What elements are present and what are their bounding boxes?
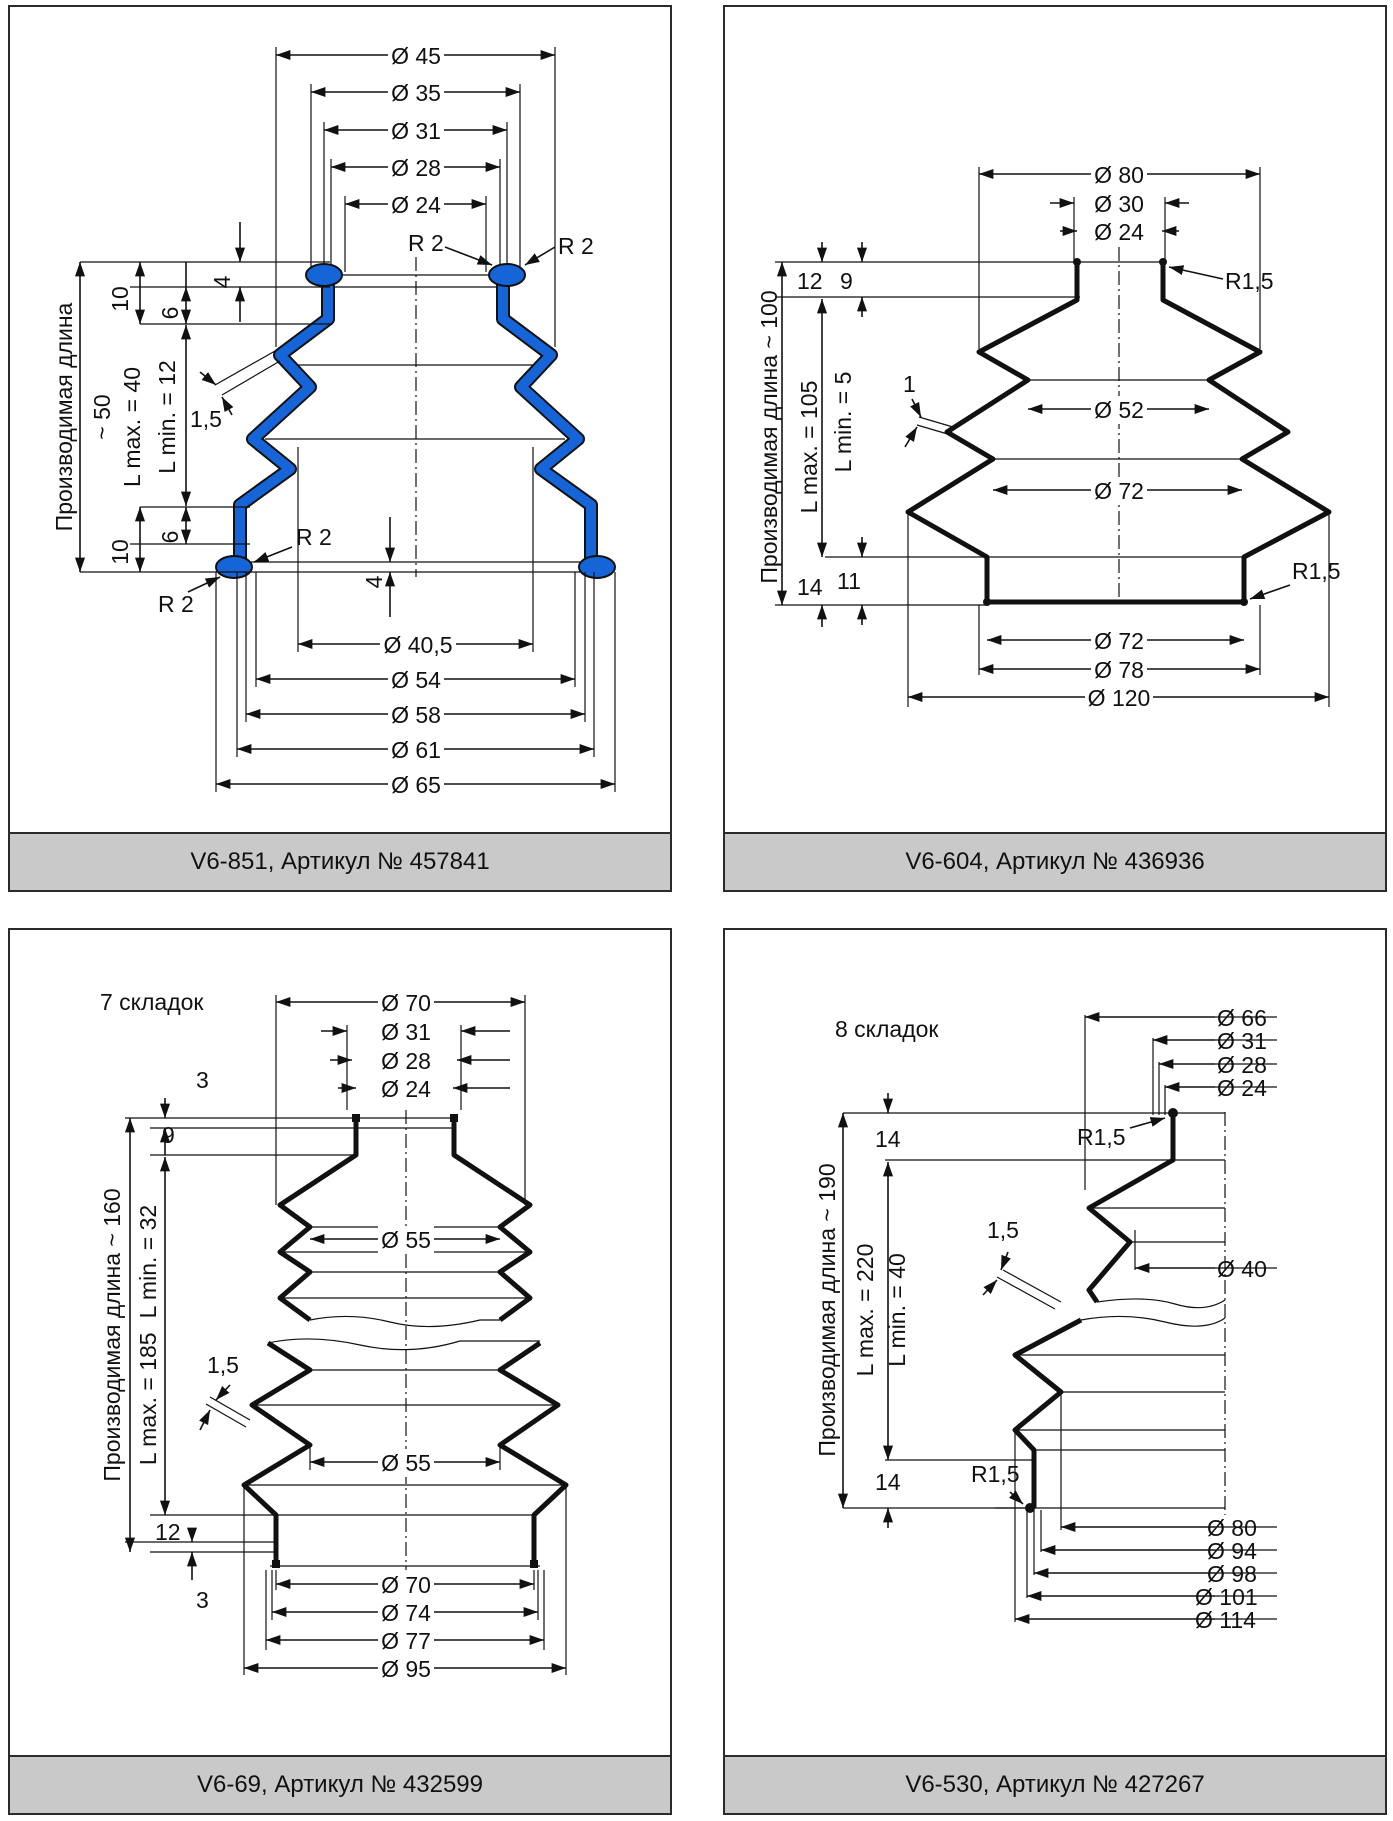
- label-h3-bottom: 3: [196, 1587, 209, 1613]
- label-d77: Ø 77: [381, 1628, 431, 1654]
- label-r15-top: R1,5: [1077, 1124, 1126, 1150]
- label-d31: Ø 31: [381, 1019, 431, 1045]
- label-thickness-1-5: 1,5: [207, 1352, 239, 1378]
- label-r15-bottom: R1,5: [1292, 558, 1341, 584]
- label-d80: Ø 80: [1094, 162, 1144, 188]
- label-lmin: L min. = 12: [154, 360, 180, 474]
- label-d98: Ø 98: [1207, 1561, 1257, 1587]
- panel-v6-604: [723, 5, 1387, 892]
- drawing-v6-604: [725, 7, 1389, 837]
- label-d78: Ø 78: [1094, 657, 1144, 683]
- label-h14-bottom: 14: [875, 1469, 901, 1495]
- drawing-v6-69: [10, 930, 674, 1760]
- caption-v6-69: V6-69, Артикул № 432599: [10, 1755, 670, 1813]
- label-r2-c: R 2: [296, 524, 332, 550]
- label-d31: Ø 31: [1217, 1028, 1267, 1054]
- inner-dimensions: [310, 1226, 500, 1477]
- label-d80: Ø 80: [1207, 1515, 1257, 1541]
- label-r15-bottom: R1,5: [971, 1461, 1020, 1487]
- label-folds: 8 складок: [835, 1016, 939, 1042]
- label-d120: Ø 120: [1087, 685, 1151, 711]
- label-vertical-length: Производимая длина ~ 160: [99, 1188, 125, 1482]
- label-d28: Ø 28: [381, 1048, 431, 1074]
- drawing-v6-851: [10, 7, 674, 837]
- label-d70-bottom: Ø 70: [381, 1572, 431, 1598]
- label-d40-5: Ø 40,5: [383, 632, 453, 658]
- label-lmax-lmin: L max. = 185L min. = 32: [135, 1204, 161, 1466]
- panel-v6-851: [8, 5, 672, 892]
- label-r2-b: R 2: [558, 233, 594, 259]
- label-thickness-1-5: 1,5: [190, 406, 222, 432]
- caption-v6-604: V6-604, Артикул № 436936: [725, 832, 1385, 890]
- label-d94: Ø 94: [1207, 1538, 1257, 1564]
- panel-v6-69: [8, 928, 672, 1815]
- label-folds: 7 складок: [100, 989, 204, 1015]
- top-dimensions: [276, 989, 525, 1205]
- panel-v6-530: [723, 928, 1387, 1815]
- bottom-dimensions: [1015, 1392, 1277, 1633]
- label-d24: Ø 24: [381, 1076, 431, 1102]
- label-d24: Ø 24: [1094, 219, 1144, 245]
- label-d61: Ø 61: [391, 737, 441, 763]
- label-h4-top: 4: [209, 275, 235, 289]
- label-h11: 11: [837, 568, 861, 594]
- bellows-v6-69-upper: [280, 1114, 530, 1327]
- label-d74: Ø 74: [381, 1600, 431, 1626]
- label-vertical-length: Производимая длина: [51, 302, 77, 532]
- label-d55-upper: Ø 55: [381, 1227, 431, 1253]
- label-h12: 12: [155, 1519, 181, 1545]
- left-dimensions: [756, 242, 1080, 627]
- label-h12: 12: [797, 268, 823, 294]
- label-thickness-1: 1: [903, 371, 916, 397]
- label-lmin: L min. = 5: [830, 371, 856, 473]
- label-r15-top: R1,5: [1225, 268, 1274, 294]
- label-lmax: L max. = 220: [852, 1243, 878, 1377]
- label-lmin: L min. = 40: [884, 1253, 910, 1367]
- left-dimensions: [99, 1067, 356, 1613]
- label-lmax: L max. = 105: [796, 380, 822, 514]
- label-h9: 9: [162, 1122, 175, 1148]
- label-d52: Ø 52: [1094, 397, 1144, 423]
- bellows-v6-530: [995, 1108, 1225, 1513]
- label-d72-inner: Ø 72: [1094, 478, 1144, 504]
- label-d72-bottom: Ø 72: [1094, 628, 1144, 654]
- label-d28: Ø 28: [1217, 1052, 1267, 1078]
- label-d101: Ø 101: [1195, 1584, 1258, 1610]
- label-d35: Ø 35: [391, 80, 441, 106]
- label-d24: Ø 24: [391, 192, 441, 218]
- label-approx-50: ~ 50: [89, 394, 115, 440]
- label-d45: Ø 45: [391, 43, 441, 69]
- label-d70-top: Ø 70: [381, 990, 431, 1016]
- label-h14: 14: [797, 574, 823, 600]
- label-d95: Ø 95: [381, 1656, 431, 1682]
- label-r2-d: R 2: [158, 591, 194, 617]
- label-d55-lower: Ø 55: [381, 1450, 431, 1476]
- label-h6-bottom: 6: [157, 530, 183, 544]
- label-d31: Ø 31: [391, 118, 441, 144]
- caption-v6-851: V6-851, Артикул № 457841: [10, 832, 670, 890]
- label-d40: Ø 40: [1217, 1256, 1267, 1282]
- label-d65: Ø 65: [391, 772, 441, 798]
- label-h10-top: 10: [107, 286, 133, 312]
- label-lmax: L max. = 40: [119, 367, 145, 487]
- label-h14-top: 14: [875, 1126, 901, 1152]
- label-d114: Ø 114: [1195, 1607, 1256, 1633]
- label-d30: Ø 30: [1094, 191, 1144, 217]
- top-dimensions: [276, 42, 555, 347]
- label-d54: Ø 54: [391, 667, 441, 693]
- label-h6-top: 6: [157, 306, 183, 320]
- label-r2-a: R 2: [408, 230, 444, 256]
- label-vertical-length: Производимая длина ~ 100: [756, 290, 782, 584]
- label-h3-top: 3: [196, 1067, 209, 1093]
- label-d58: Ø 58: [391, 702, 441, 728]
- label-h9: 9: [840, 268, 853, 294]
- label-h4-bottom: 4: [361, 575, 387, 589]
- label-h10-bottom: 10: [107, 539, 133, 565]
- inner-dimensions: [993, 396, 1242, 505]
- label-thickness-1-5: 1,5: [987, 1217, 1019, 1243]
- label-d66: Ø 66: [1217, 1005, 1267, 1031]
- label-vertical-length: Производимая длина ~ 190: [814, 1163, 840, 1457]
- label-d28: Ø 28: [391, 155, 441, 181]
- caption-v6-530: V6-530, Артикул № 427267: [725, 1755, 1385, 1813]
- label-d24: Ø 24: [1217, 1075, 1267, 1101]
- drawing-v6-530: [725, 930, 1389, 1760]
